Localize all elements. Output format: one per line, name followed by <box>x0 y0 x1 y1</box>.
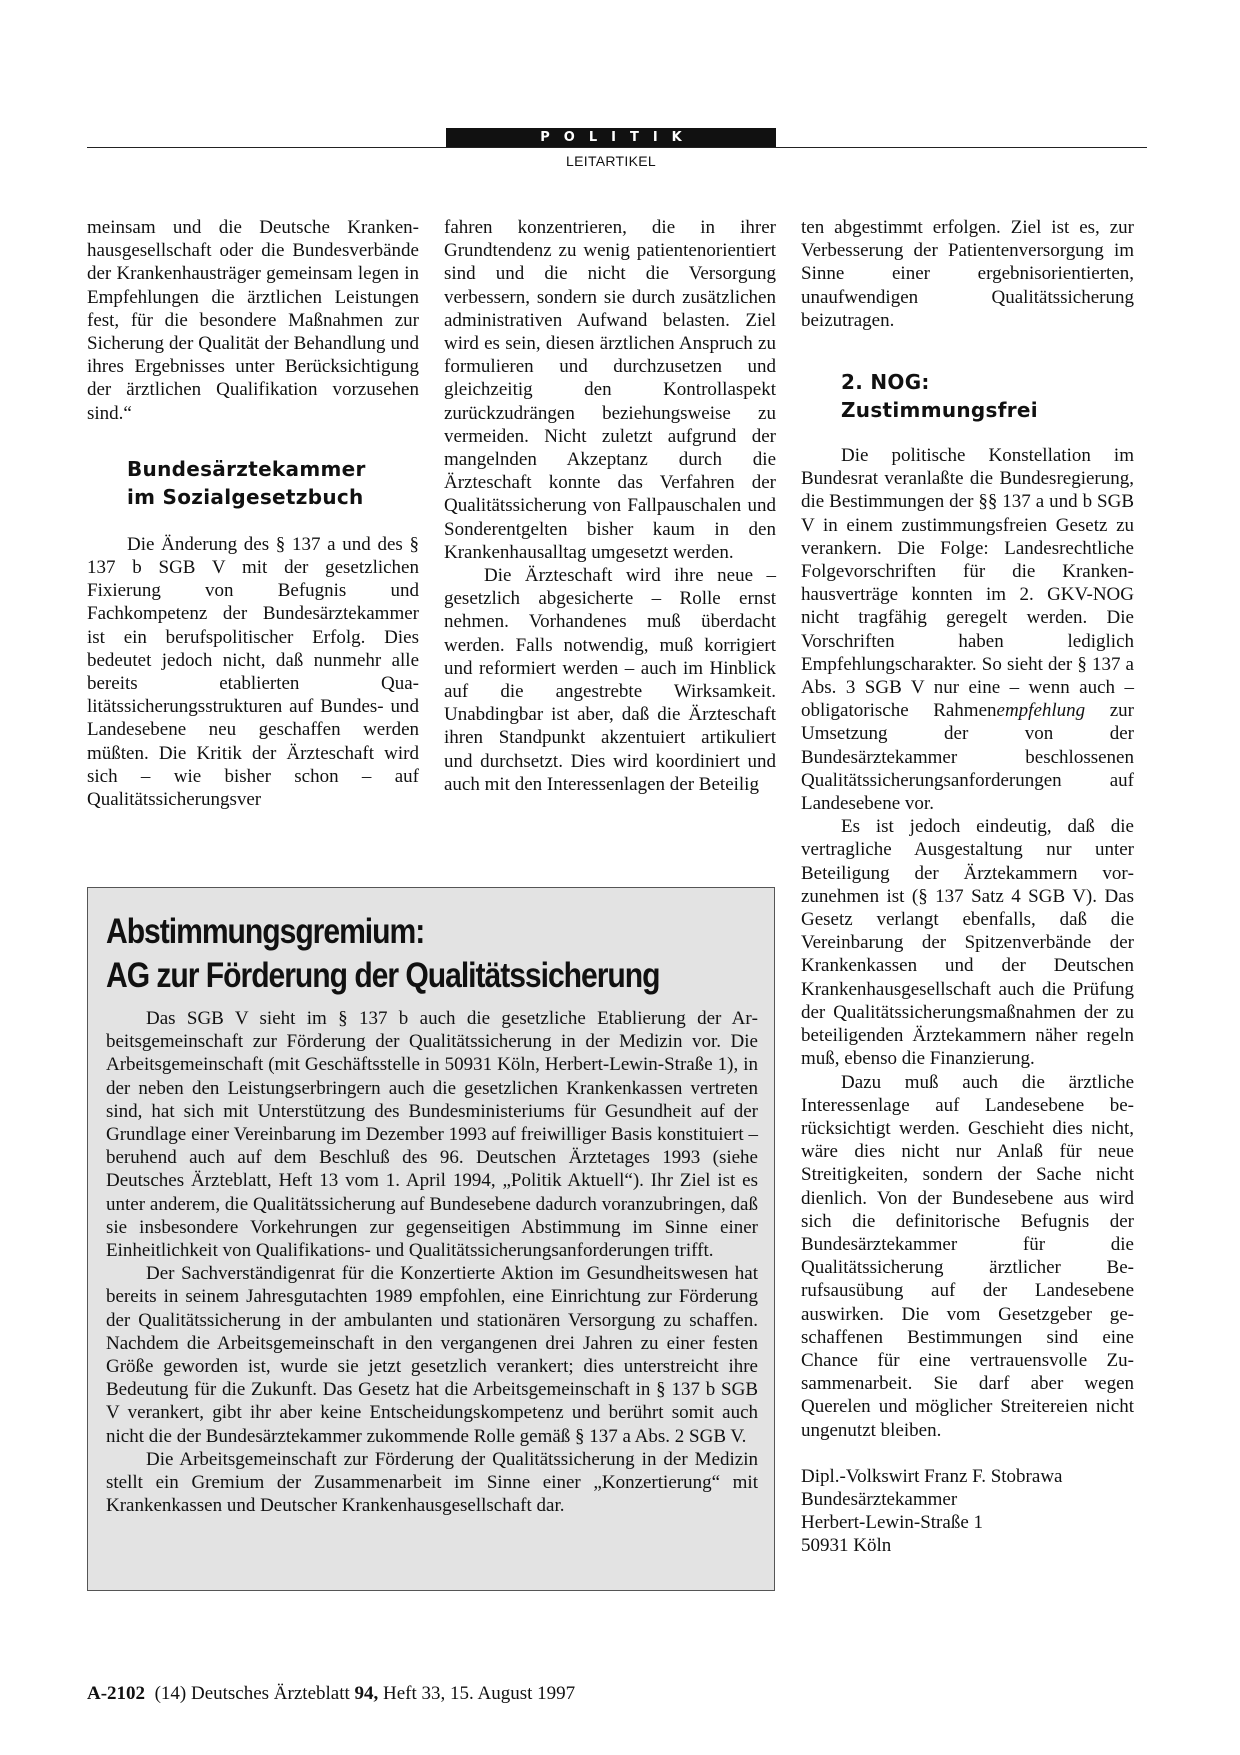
paragraph: Dazu muß auch die ärztliche Interessenlage auf Landesebene berücksichtigt werden. Geschieht dies nicht, wäre dies nicht nur Anlaß für neue Streitigkeiten, sondern der Sache nicht dienlich. Von der Bundesebene aus wird sich die definitorische Befugnis der Bundesärztekammer für die Qualitätssicherung ärztlicher Berufsausübung auf der Landesebene auswirken. Die vom Gesetzgeber geschaffenen Bestimmungen sind eine Chance für eine vertrauensvolle Zusammenarbeit. Sie darf aber wegen Querelen und möglicher Streitereien nicht ungenutzt bleiben. <box>801 1071 1134 1441</box>
subheading-bundesaerztekammer: Bundesärztekammer im Sozialgesetzbuch <box>127 456 366 509</box>
paragraph: ten abgestimmt erfolgen. Ziel ist es, zur Verbesserung der Patientenversorgung im Sinne einer ergebnisorientierten, unaufwendigen Qualitätssicherung beizutragen. <box>801 217 1134 331</box>
page-footer <box>87 1683 575 1705</box>
column-3: ten abgestimmt erfolgen. Ziel ist es, zur Verbesserung der Patientenversorgung im Sinne einer ergebnisorientierten, unaufwendigen Qualitätssicherung beizutragen. 2. NOG: Zustimmungsfrei Die politische Konstellation im Bundesrat veranlaßte die Bundesregierung, die Bestimmungen der §§ 137 a und b SGB V in einem zustimmungsfreien Gesetz zu verankern. Die Folge: Landesrechtliche Folgevorschriften für die Krankenhausverträge konnten im 2. GKV-NOG nicht tragfähig geregelt werden. Die Vorschriften haben lediglich Empfehlungscharakter. So sieht der § 137 a Abs. 3 SGB V nur eine – wenn auch – obligatorische Rahmenempfehlung zur Umsetzung der von der Bundesärztekammer beschlossenen Qualitätssicherungsanforderungen auf Landesebene vor. Es ist jedoch eindeutig, daß die vertragliche Ausgestaltung nur unter Beteiligung der Ärztekammern vorzunehmen ist (§ 137 Satz 4 SGB V). Das Gesetz verlangt ebenfalls, daß die Vereinbarung der Spitzenverbände der Krankenkassen und der Deutschen Krankenhausgesellschaft auch die Prüfung der Qualitätssicherungsmaßnahmen der zu beteiligenden Ärztekammern näher regeln muß, ebenso die Finanzierung. Dazu muß auch die ärztliche Interessenlage auf Landesebene berücksichtigt werden. Geschieht dies nicht, wäre dies nicht nur Anlaß für neue Streitigkeiten, sondern der Sache nicht dienlich. Von der Bundesebene aus wird sich die definitorische Befugnis der Bundesärztekammer für die Qualitätssicherung ärztlicher Berufsausübung auf der Landesebene auswirken. Die vom Gesetzgeber geschaffenen Bestimmungen sind eine Chance für eine vertrauensvolle Zusammenarbeit. Sie darf aber wegen Querelen und möglicher Streitereien nicht ungenutzt bleiben. Dipl.-Volkswirt Franz F. Stobrawa Bundesärztekammer Herbert-Lewin-Straße 1 50931 Köln <box>801 217 1134 1557</box>
info-box-text <box>106 1007 758 1517</box>
column-2 <box>444 216 776 796</box>
paragraph: Es ist jedoch eindeutig, daß die vertragliche Ausgestaltung nur unter Beteiligung der Ärztekammern vorzunehmen ist (§ 137 Satz 4 SGB V). Das Gesetz verlangt ebenfalls, daß die Vereinbarung der Spitzenverbände der Krankenkassen und der Deutschen Krankenhausgesellschaft auch die Prüfung der Qualitätssicherungsmaßnahmen der zu beteiligenden Ärztekammern näher regeln muß, ebenso die Finanzierung. <box>801 816 1134 1070</box>
section-label: POLITIK <box>446 128 776 147</box>
volume: 94, <box>354 1683 379 1704</box>
subheading-nog: 2. NOG: Zustimmungsfrei <box>841 370 1038 423</box>
info-box-title: Abstimmungsgremium: AG zur Förderung der Qualitätssicherung <box>106 912 660 995</box>
info-box <box>87 887 775 1591</box>
page-code: A-2102 <box>87 1683 146 1704</box>
paragraph: Die Arbeitsgemeinschaft zur Förderung der Qualitätssicherung in der Medizin stellt ein Gremium der Zusammenarbeit im Sinne einer „Konzertierung“ mit Krankenkassen und Deutscher Krankenhausgesellschaft dar. <box>106 1448 758 1517</box>
paragraph: fahren konzentrieren, die in ihrer Grundtendenz zu wenig patientenorientiert sind und die nicht die Versorgung verbessern, sondern sie durch zusätzlichen administrativen Aufwand belasten. Ziel wird es sein, diesen ärztlichen Anspruch zu formulieren und durchzusetzen und gleichzeitig den Kontrollaspekt zurückzudrängen beziehungsweise zu vermeiden. Nicht zuletzt aufgrund der mangelnden Akzeptanz durch die Ärzteschaft konnte das Verfahren der Qualitätssicherung von Fallpauschalen und Sonderentgelten bisher kaum in den Krankenhausalltag umgesetzt werden. <box>444 217 776 563</box>
column-1 <box>87 216 419 811</box>
header-rule <box>87 147 1147 148</box>
paragraph: meinsam und die Deutsche Krankenhausgesellschaft oder die Bundesverbände der Krankenhausträger gemeinsam legen in Empfehlungen die ärztlichen Leistungen fest, für die besondere Maßnahmen zur Sicherung der Qualität der Behandlung und ihres Ergebnisses unter Berücksichtigung der ärztlichen Qualifikation vorzusehen sind.“ <box>87 217 419 424</box>
issue-info: Heft 33, 15. August 1997 <box>378 1683 576 1704</box>
paragraph: Das SGB V sieht im § 137 b auch die gesetzliche Etablierung der Arbeitsgemeinschaft zur Förderung der Qualitätssicherung in der Medizin vor. Die Arbeitsgemeinschaft (mit Geschäftsstelle in 50931 Köln, Herbert-Lewin-Straße 1), in der neben den Leistungserbringern auch die gesetzlichen Krankenkassen vertreten sind, hat sich mit Unterstützung des Bundesministeriums für Gesundheit auf der Grundlage einer Vereinbarung im Dezember 1993 auf freiwilliger Basis konstituiert – beruhend auch auf dem Beschluß des 96. Deutschen Ärztetages 1993 (siehe Deutsches Ärzteblatt, Heft 13 vom 1. April 1994, „Politik Aktuell“). Ihr Ziel ist es unter anderem, die Qualitätssicherung auf Bundesebene dadurch voranzubringen, daß sie insbesondere Vorkehrungen zur gegenseitigen Abstimmung im Sinne einer Einheitlichkeit von Qualifikations- und Qualitätssicherungsanforderungen trifft. <box>106 1008 758 1262</box>
paragraph: Die Ärzteschaft wird ihre neue – gesetzlich abgesicherte – Rolle ernst nehmen. Vorhandenes muß überdacht werden. Falls notwendig, muß korrigiert und reformiert werden – auch im Hinblick auf die angestrebte Wirksamkeit. Unabdingbar ist aber, daß die Ärzteschaft ihren Standpunkt akzentuiert artikuliert und durchsetzt. Dies wird koordiniert und auch mit den Interessenlagen der Beteilig <box>444 565 776 795</box>
paragraph: Der Sachverständigenrat für die Konzertierte Aktion im Gesundheitswesen hat bereits in seinem Jahresgutachten 1989 empfohlen, eine Einrichtung zur Förderung der Qualitätssicherung in der ambulanten und stationären Versorgung zu schaffen. Nachdem die Arbeitsgemeinschaft in den vergangenen drei Jahren zu einer festen Größe geworden ist, wurde sie jetzt gesetzlich verankert; dies unterstreicht ihre Bedeutung für die Zukunft. Das Gesetz hat die Arbeitsgemeinschaft in § 137 b SGB V verankert, gibt ihr aber keine Entscheidungskompetenz und berührt somit auch nicht die der Bundesärztekammer zukommende Rolle gemäß § 137 a Abs. 2 SGB V. <box>106 1263 758 1447</box>
paragraph: Die politische Konstellation im Bundesrat veranlaßte die Bundesregierung, die Bestimmungen der §§ 137 a und b SGB V in einem zustimmungsfreien Gesetz zu verankern. Die Folge: Landesrechtliche Folgevorschriften für die Krankenhausverträge konnten im 2. GKV-NOG nicht tragfähig geregelt werden. Die Vorschriften haben lediglich Empfehlungscharakter. So sieht der § 137 a Abs. 3 SGB V nur eine – wenn auch – obligatorische Rahmenempfehlung zur Umsetzung der von der Bundesärztekammer beschlossenen Qualitätssicherungsanforderungen auf Landesebene vor. <box>801 445 1134 815</box>
issue-prefix: (14) Deutsches Ärzteblatt <box>154 1683 355 1704</box>
subsection-label: LEITARTIKEL <box>566 153 656 169</box>
paragraph: Die Änderung des § 137 a und des § 137 b SGB V mit der gesetzlichen Fixierung von Befugnis und Fachkompetenz der Bundesärztekammer ist ein berufspolitischer Erfolg. Dies bedeutet jedoch nicht, daß nunmehr alle bereits etablierten Qualitätssicherungsstrukturen auf Bundes- und Landesebene neu geschaffen werden müßten. Die Kritik der Ärzteschaft wird sich – wie bisher schon – auf Qualitätssicherungsver <box>87 533 419 811</box>
